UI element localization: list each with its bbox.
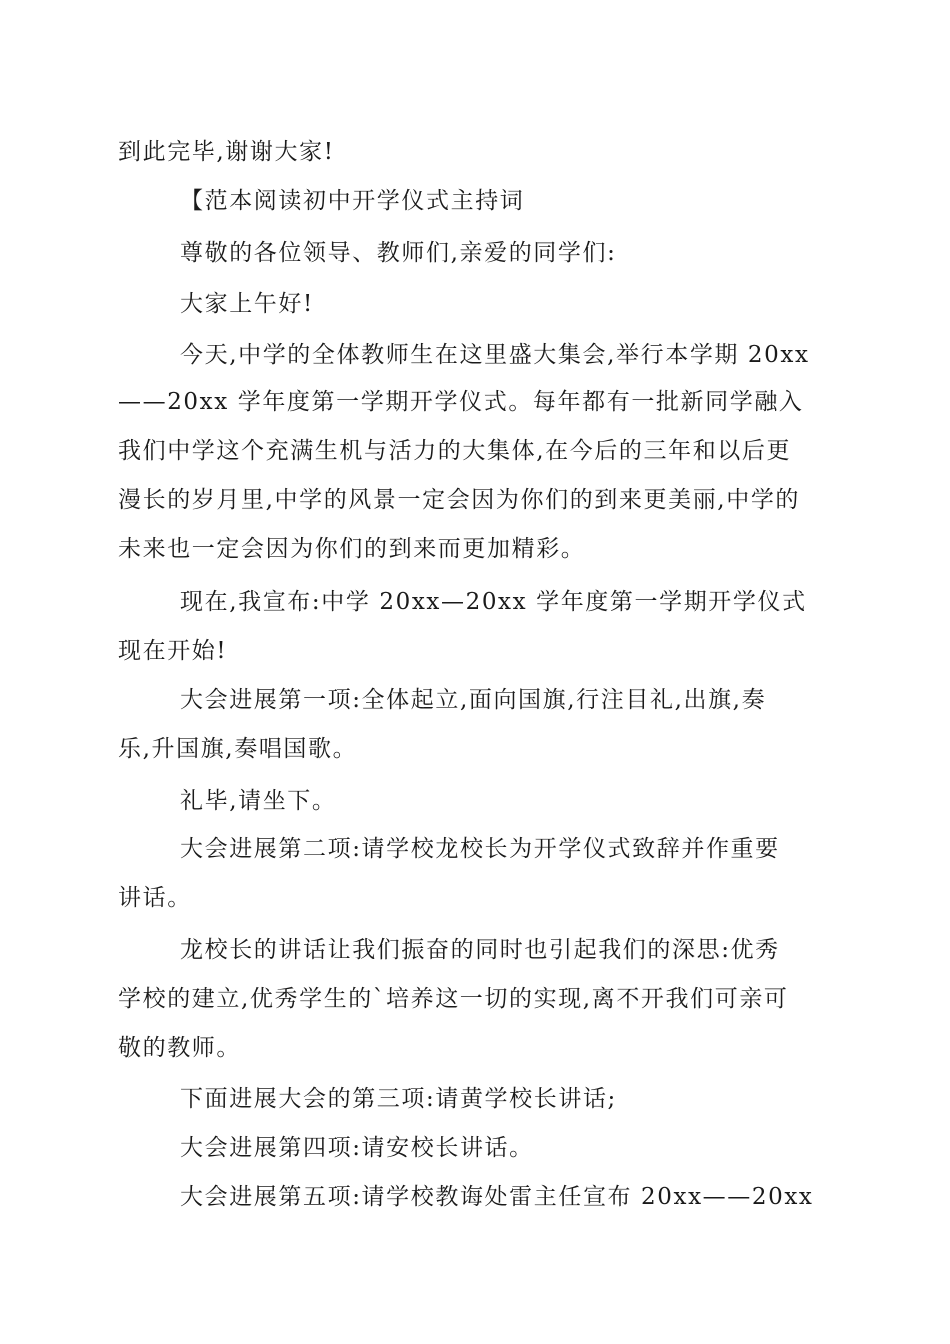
- paragraph-line: 下面进展大会的第三项:请黄学校长讲话;: [180, 1086, 617, 1112]
- paragraph-line: 礼毕,请坐下。: [180, 788, 337, 814]
- paragraph-line: 现在开始!: [118, 638, 228, 664]
- closing-line: 到此完毕,谢谢大家!: [118, 139, 335, 165]
- paragraph-line: 大会进展第四项:请安校长讲话。: [180, 1135, 534, 1161]
- paragraph-line: 未来也一定会因为你们的到来而更加精彩。: [118, 536, 586, 562]
- paragraph-line: 现在,我宣布:中学 20xx—20xx 学年度第一学期开学仪式: [180, 589, 807, 615]
- paragraph-line: 讲话。: [118, 885, 192, 911]
- paragraph-line: 漫长的岁月里,中学的风景一定会因为你们的到来更美丽,中学的: [118, 487, 801, 513]
- paragraph-line: 学校的建立,优秀学生的`培养这一切的实现,离不开我们可亲可: [118, 986, 789, 1012]
- paragraph-line: 今天,中学的全体教师生在这里盛大集会,举行本学期 20xx: [180, 342, 810, 368]
- paragraph-line: 乐,升国旗,奏唱国歌。: [118, 736, 358, 762]
- paragraph-line: 大会进展第二项:请学校龙校长为开学仪式致辞并作重要: [180, 836, 780, 862]
- paragraph-line: ——20xx 学年度第一学期开学仪式。每年都有一批新同学融入: [118, 389, 804, 415]
- paragraph-line: 敬的教师。: [118, 1035, 241, 1061]
- salutation: 尊敬的各位领导、教师们,亲爱的同学们:: [180, 240, 617, 266]
- paragraph-line: 大会进展第一项:全体起立,面向国旗,行注目礼,出旗,奏: [180, 687, 767, 713]
- paragraph-line: 我们中学这个充满生机与活力的大集体,在今后的三年和以后更: [118, 438, 792, 464]
- section-heading: 【范本阅读初中开学仪式主持词: [180, 188, 525, 214]
- greeting: 大家上午好!: [180, 291, 314, 317]
- paragraph-line: 龙校长的讲话让我们振奋的同时也引起我们的深思:优秀: [180, 937, 780, 963]
- paragraph-line: 大会进展第五项:请学校教诲处雷主任宣布 20xx——20xx: [180, 1184, 814, 1210]
